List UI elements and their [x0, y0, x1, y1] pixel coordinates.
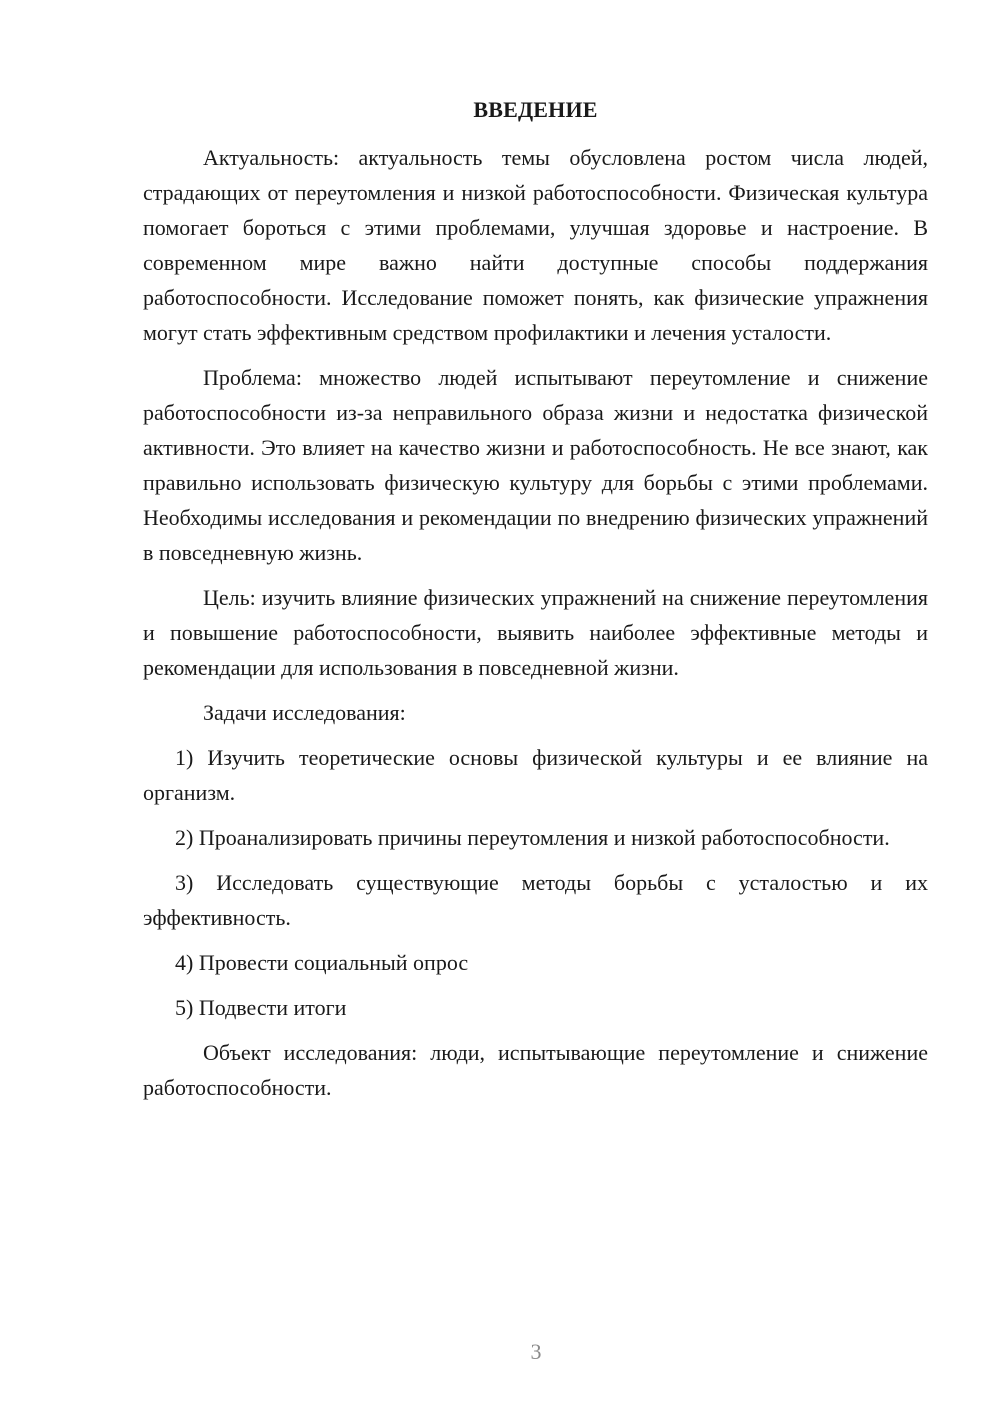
page-title: ВВЕДЕНИЕ	[473, 97, 598, 122]
task-item: 4) Провести социальный опрос	[175, 950, 469, 975]
tasks-heading: Задачи исследования:	[203, 700, 406, 725]
goal-paragraph: Цель: изучить влияние физических упражнений на снижение переутомления и повышение работоспособности, выявить наиболее эффективные методы и рекомендации для использования в повседневной жизни.	[143, 585, 928, 680]
relevance-paragraph: Актуальность: актуальность темы обусловлена ростом числа людей, страдающих от переутомления и низкой работоспособности. Физическая культура помогает бороться с этими проблемами, улучшая здоровье и настроение. В современном мире важно найти доступные способы поддержания работоспособности. Исследование поможет понять, как физические упражнения могут стать эффективным средством профилактики и лечения усталости.	[143, 145, 928, 345]
page-number: 3	[530, 1339, 542, 1364]
task-item: 5) Подвести итоги	[175, 995, 347, 1020]
problem-paragraph: Проблема: множество людей испытывают переутомление и снижение работоспособности из-за неправильного образа жизни и недостатка физической активности. Это влияет на качество жизни и работоспособность. Не все знают, как правильно использовать физическую культуру для борьбы с этими проблемами. Необходимы исследования и рекомендации по внедрению физических упражнений в повседневную жизнь.	[143, 365, 928, 565]
task-item: 2) Проанализировать причины переутомления и низкой работоспособности.	[175, 825, 890, 850]
object-paragraph: Объект исследования: люди, испытывающие переутомление и снижение работоспособности.	[143, 1040, 928, 1100]
task-item: 3) Исследовать существующие методы борьбы с усталостью и их эффективность.	[143, 870, 928, 930]
task-item: 1) Изучить теоретические основы физической культуры и ее влияние на организм.	[143, 745, 928, 805]
page-content	[143, 92, 928, 1115]
